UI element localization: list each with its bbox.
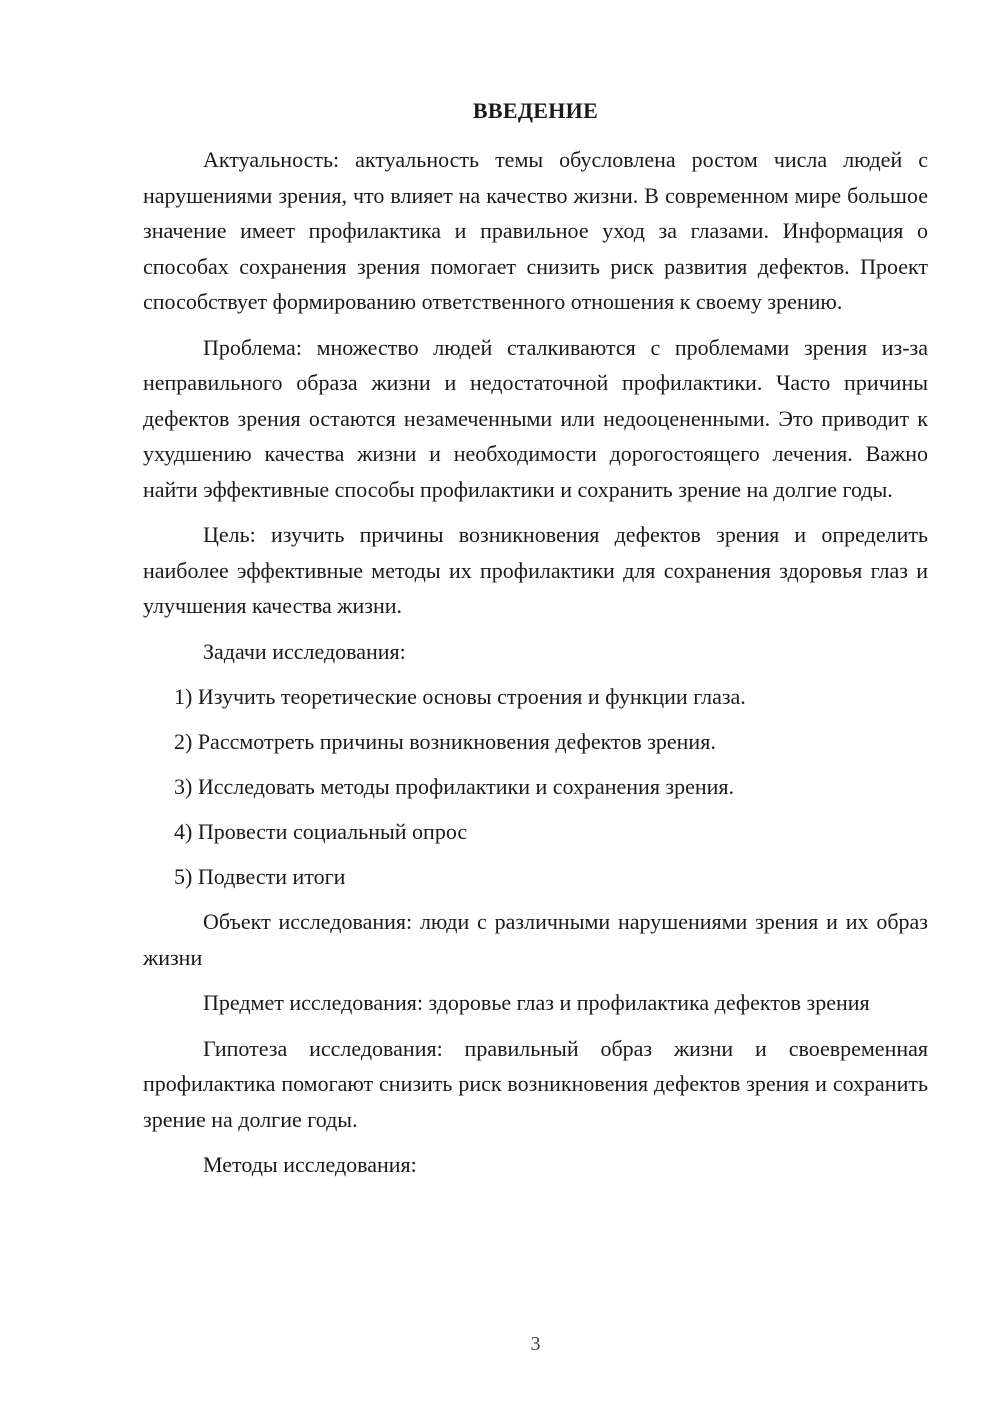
tasks-heading: Задачи исследования: [203, 638, 406, 664]
subject-paragraph: Предмет исследования: здоровье глаз и профилактика дефектов зрения [203, 990, 870, 1015]
relevance-paragraph: Актуальность: актуальность темы обусловлена ростом числа людей с нарушениями зрения, что влияет на качество жизни. В современном мире большое значение имеет профилактика и правильное уход за глазами. Информация о способах сохранения зрения помогает снизить риск развития дефектов. Проект способствует формированию ответственного отношения к своему зрению. [143, 147, 928, 314]
page-title: ВВЕДЕНИЕ [472, 98, 599, 123]
methods-heading: Методы исследования: [203, 1152, 417, 1177]
tasks-list [143, 679, 928, 895]
document-body [143, 142, 928, 1193]
list-item: 3) Исследовать методы профилактики и сохранения зрения. [174, 774, 735, 799]
document-page [143, 0, 928, 1414]
problem-paragraph: Проблема: множество людей сталкиваются с проблемами зрения из-за неправильного образа жизни и недостаточной профилактики. Часто причины дефектов зрения остаются незамеченными или недооцененными. Это приводит к ухудшению качества жизни и необходимости дорогостоящего лечения. Важно найти эффективные способы профилактики и сохранить зрение на долгие годы. [143, 334, 928, 502]
list-item: 2) Рассмотреть причины возникновения дефектов зрения. [174, 729, 716, 754]
list-item: 5) Подвести итоги [174, 864, 346, 889]
object-paragraph: Объект исследования: люди с различными нарушениями зрения и их образ жизни [143, 909, 928, 970]
list-item: 4) Провести социальный опрос [174, 819, 468, 844]
goal-paragraph: Цель: изучить причины возникновения дефектов зрения и определить наиболее эффективные методы их профилактики для сохранения здоровья глаз и улучшения качества жизни. [143, 522, 928, 618]
list-item: 1) Изучить теоретические основы строения и функции глаза. [174, 684, 746, 709]
hypothesis-paragraph: Гипотеза исследования: правильный образ жизни и своевременная профилактика помогают снизить риск возникновения дефектов зрения и сохранить зрение на долгие годы. [143, 1035, 928, 1132]
page-number: 3 [530, 1333, 541, 1355]
